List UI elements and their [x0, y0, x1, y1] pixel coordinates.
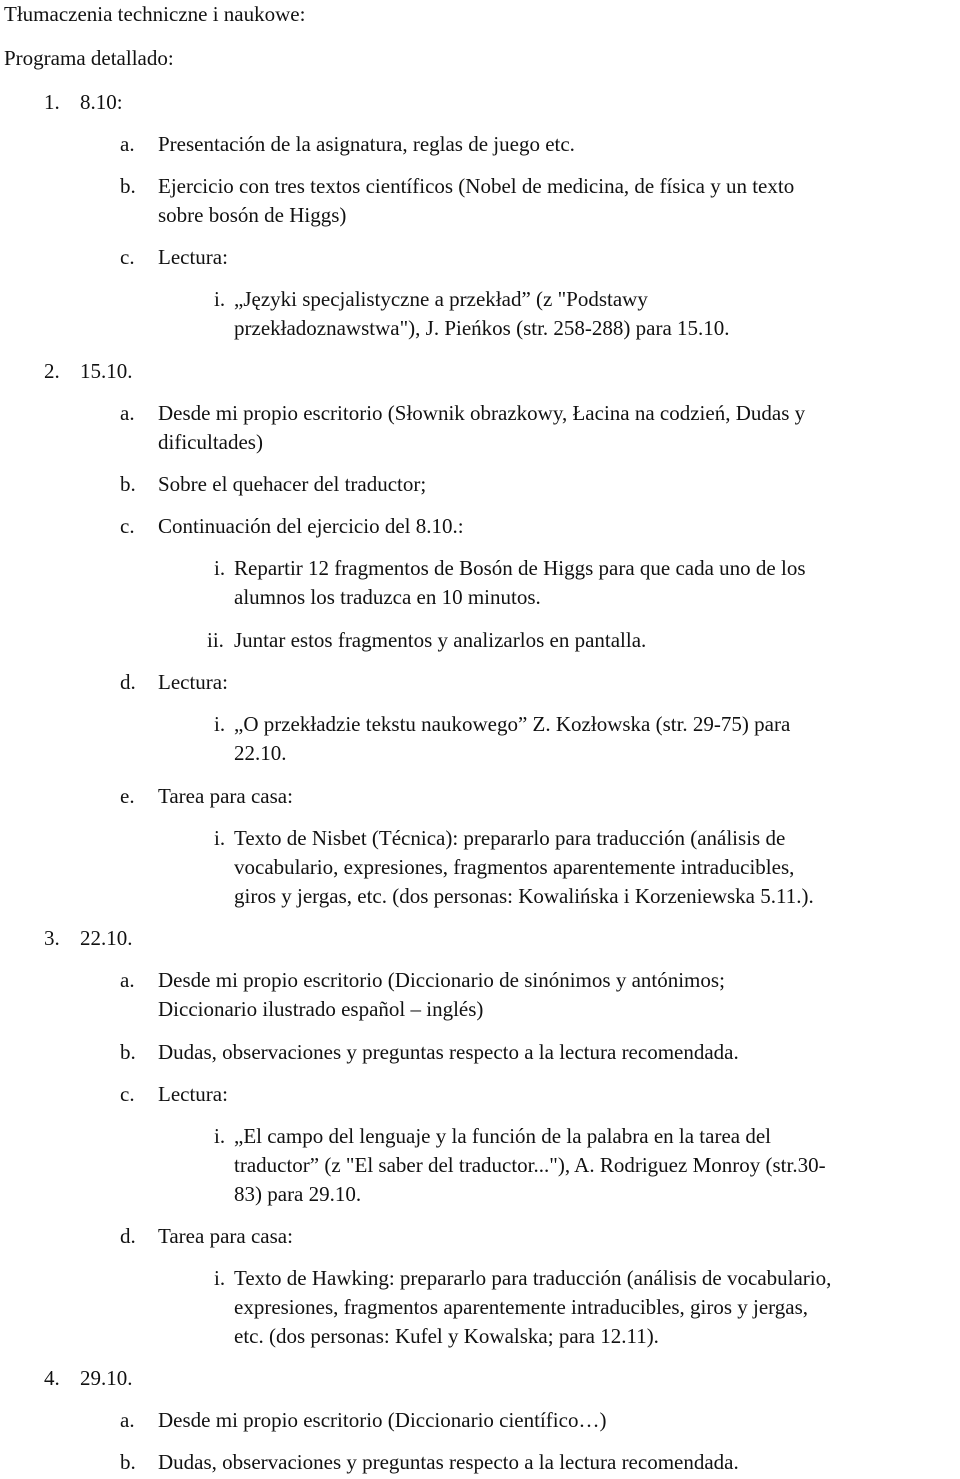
- subitem-marker: i.: [214, 1266, 226, 1290]
- subitem-text: 83) para 29.10.: [234, 1182, 362, 1206]
- document-subtitle: Programa detallado:: [4, 46, 174, 70]
- subitem-text: Texto de Nisbet (Técnica): prepararlo para traducción (análisis de: [234, 826, 786, 850]
- subitem-text: etc. (dos personas: Kufel y Kowalska; para 12.11).: [234, 1324, 659, 1348]
- session-date: 29.10.: [80, 1366, 133, 1390]
- item-text: Lectura:: [158, 1082, 228, 1106]
- subitem-text: vocabulario, expresiones, fragmentos aparentemente intraducibles,: [234, 855, 795, 879]
- subitem-marker: ii.: [207, 628, 224, 652]
- item-text: sobre bosón de Higgs): [158, 203, 347, 227]
- item-marker: a.: [120, 132, 135, 156]
- subitem-text: expresiones, fragmentos aparentemente intraducibles, giros y jergas,: [234, 1295, 809, 1319]
- item-marker: c.: [120, 514, 135, 538]
- subitem-text: „O przekładzie tekstu naukowego” Z. Kozłowska (str. 29-75) para: [234, 712, 791, 736]
- subitem-marker: i.: [214, 556, 226, 580]
- item-marker: e.: [120, 784, 135, 808]
- item-marker: b.: [120, 174, 136, 198]
- session-date: 8.10:: [80, 90, 123, 114]
- subitem-text: przekładoznawstwa"), J. Pieńkos (str. 258-288) para 15.10.: [234, 316, 730, 340]
- item-text: Lectura:: [158, 245, 228, 269]
- item-text: Desde mi propio escritorio (Diccionario científico…): [158, 1408, 607, 1432]
- item-marker: c.: [120, 1082, 135, 1106]
- item-marker: b.: [120, 1450, 136, 1474]
- item-text: Presentación de la asignatura, reglas de juego etc.: [158, 132, 575, 156]
- item-marker: a.: [120, 1408, 135, 1432]
- item-marker: c.: [120, 245, 135, 269]
- subitem-text: „Języki specjalistyczne a przekład” (z "Podstawy: [234, 287, 648, 311]
- item-text: Tarea para casa:: [158, 784, 293, 808]
- item-marker: a.: [120, 968, 135, 992]
- item-marker: d.: [120, 1224, 136, 1248]
- subitem-text: traductor” (z "El saber del traductor..."), A. Rodriguez Monroy (str.30-: [234, 1153, 826, 1177]
- item-marker: b.: [120, 1040, 136, 1064]
- subitem-marker: i.: [214, 1124, 226, 1148]
- item-text: Sobre el quehacer del traductor;: [158, 472, 427, 496]
- subitem-text: alumnos los traduzca en 10 minutos.: [234, 585, 541, 609]
- session-date: 22.10.: [80, 926, 133, 950]
- session-number: 4.: [44, 1366, 60, 1390]
- item-text: Continuación del ejercicio del 8.10.:: [158, 514, 464, 538]
- subitem-text: Repartir 12 fragmentos de Bosón de Higgs para que cada uno de los: [234, 556, 806, 580]
- subitem-text: giros y jergas, etc. (dos personas: Kowalińska i Korzeniewska 5.11.).: [234, 884, 814, 908]
- item-text: Dudas, observaciones y preguntas respecto a la lectura recomendada.: [158, 1450, 739, 1474]
- subitem-text: Juntar estos fragmentos y analizarlos en pantalla.: [234, 628, 647, 652]
- item-text: Ejercicio con tres textos científicos (Nobel de medicina, de física y un texto: [158, 174, 795, 198]
- subitem-marker: i.: [214, 287, 226, 311]
- session-date: 15.10.: [80, 359, 133, 383]
- item-text: Desde mi propio escritorio (Słownik obrazkowy, Łacina na codzień, Dudas y: [158, 401, 806, 425]
- item-marker: b.: [120, 472, 136, 496]
- item-marker: d.: [120, 670, 136, 694]
- item-text: Dudas, observaciones y preguntas respecto a la lectura recomendada.: [158, 1040, 739, 1064]
- document-title: Tłumaczenia techniczne i naukowe:: [4, 2, 306, 26]
- subitem-marker: i.: [214, 826, 226, 850]
- item-text: dificultades): [158, 430, 263, 454]
- subitem-text: „El campo del lenguaje y la función de la palabra en la tarea del: [234, 1124, 771, 1148]
- item-text: Lectura:: [158, 670, 228, 694]
- item-text: Desde mi propio escritorio (Diccionario de sinónimos y antónimos;: [158, 968, 725, 992]
- item-text: Diccionario ilustrado español – inglés): [158, 997, 484, 1021]
- item-marker: a.: [120, 401, 135, 425]
- session-number: 1.: [44, 90, 60, 114]
- session-number: 2.: [44, 359, 60, 383]
- subitem-text: 22.10.: [234, 741, 287, 765]
- subitem-text: Texto de Hawking: prepararlo para traducción (análisis de vocabulario,: [234, 1266, 832, 1290]
- subitem-marker: i.: [214, 712, 226, 736]
- session-number: 3.: [44, 926, 60, 950]
- item-text: Tarea para casa:: [158, 1224, 293, 1248]
